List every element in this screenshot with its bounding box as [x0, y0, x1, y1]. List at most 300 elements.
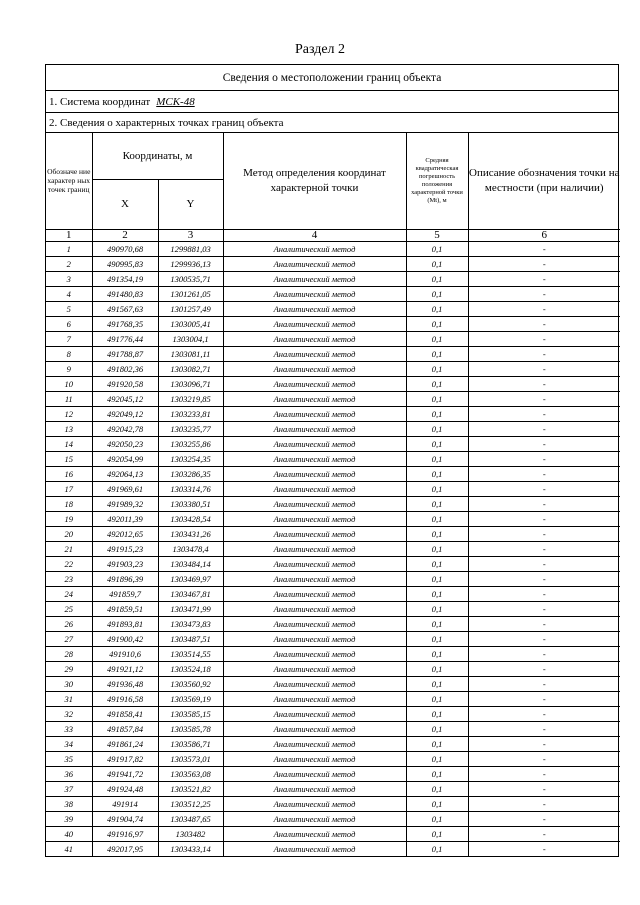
x-cell: 491896,39: [92, 571, 158, 586]
x-cell: 491921,12: [92, 661, 158, 676]
header-y: Y: [158, 179, 223, 229]
description-cell: -: [468, 796, 620, 811]
method-cell: Аналитический метод: [223, 796, 406, 811]
table-row: [46, 631, 620, 646]
mt-cell: 0,1: [406, 841, 468, 856]
method-cell: Аналитический метод: [223, 241, 406, 256]
description-cell: -: [468, 586, 620, 601]
x-cell: 491904,74: [92, 811, 158, 826]
method-cell: Аналитический метод: [223, 301, 406, 316]
description-cell: -: [468, 466, 620, 481]
y-cell: 1303487,51: [158, 631, 223, 646]
point-number-cell: 14: [46, 436, 92, 451]
points-table: [46, 133, 620, 856]
description-cell: -: [468, 736, 620, 751]
method-cell: Аналитический метод: [223, 421, 406, 436]
description-cell: -: [468, 331, 620, 346]
method-cell: Аналитический метод: [223, 601, 406, 616]
description-cell: -: [468, 601, 620, 616]
point-number-cell: 5: [46, 301, 92, 316]
mt-cell: 0,1: [406, 601, 468, 616]
point-number-cell: 24: [46, 586, 92, 601]
mt-cell: 0,1: [406, 751, 468, 766]
description-cell: -: [468, 751, 620, 766]
x-cell: 491859,7: [92, 586, 158, 601]
x-cell: 491861,24: [92, 736, 158, 751]
description-cell: -: [468, 451, 620, 466]
description-cell: -: [468, 841, 620, 856]
coord-system-label: 1. Система координат: [49, 96, 151, 108]
point-number-cell: 18: [46, 496, 92, 511]
table-row: [46, 466, 620, 481]
table-row: [46, 676, 620, 691]
x-cell: 491910,6: [92, 646, 158, 661]
y-cell: 1303521,82: [158, 781, 223, 796]
table-row: [46, 436, 620, 451]
table-row: [46, 751, 620, 766]
method-cell: Аналитический метод: [223, 361, 406, 376]
table-row: [46, 616, 620, 631]
x-cell: 492045,12: [92, 391, 158, 406]
description-cell: -: [468, 706, 620, 721]
header-x: X: [92, 179, 158, 229]
method-cell: Аналитический метод: [223, 676, 406, 691]
method-cell: Аналитический метод: [223, 826, 406, 841]
mt-cell: 0,1: [406, 796, 468, 811]
y-cell: 1303560,92: [158, 676, 223, 691]
table-row: [46, 376, 620, 391]
method-cell: Аналитический метод: [223, 256, 406, 271]
y-cell: 1303081,11: [158, 346, 223, 361]
y-cell: 1303004,1: [158, 331, 223, 346]
table-row: [46, 511, 620, 526]
mt-cell: 0,1: [406, 691, 468, 706]
method-cell: Аналитический метод: [223, 841, 406, 856]
mt-cell: 0,1: [406, 586, 468, 601]
point-number-cell: 30: [46, 676, 92, 691]
coord-system-row: [46, 91, 618, 113]
description-cell: -: [468, 256, 620, 271]
y-cell: 1299936,13: [158, 256, 223, 271]
x-cell: 491916,58: [92, 691, 158, 706]
description-cell: -: [468, 421, 620, 436]
table-row: [46, 781, 620, 796]
mt-cell: 0,1: [406, 826, 468, 841]
mt-cell: 0,1: [406, 676, 468, 691]
x-cell: 491788,87: [92, 346, 158, 361]
table-row: [46, 301, 620, 316]
table-row: [46, 646, 620, 661]
mt-cell: 0,1: [406, 376, 468, 391]
table-row: [46, 361, 620, 376]
table-row: [46, 256, 620, 271]
point-number-cell: 6: [46, 316, 92, 331]
method-cell: Аналитический метод: [223, 346, 406, 361]
y-cell: 1303573,01: [158, 751, 223, 766]
y-cell: 1303482: [158, 826, 223, 841]
description-cell: -: [468, 541, 620, 556]
description-cell: -: [468, 781, 620, 796]
mt-cell: 0,1: [406, 706, 468, 721]
column-number-row: [46, 229, 620, 241]
header-designation: Обозначе ние характер ных точек границ: [46, 133, 92, 229]
table-row: [46, 271, 620, 286]
mt-cell: 0,1: [406, 451, 468, 466]
x-cell: 491989,32: [92, 496, 158, 511]
method-cell: Аналитический метод: [223, 496, 406, 511]
x-cell: 490970,68: [92, 241, 158, 256]
x-cell: 491900,42: [92, 631, 158, 646]
mt-cell: 0,1: [406, 526, 468, 541]
table-row: [46, 331, 620, 346]
column-number: 2: [92, 229, 158, 241]
table-row: [46, 721, 620, 736]
method-cell: Аналитический метод: [223, 661, 406, 676]
method-cell: Аналитический метод: [223, 451, 406, 466]
mt-cell: 0,1: [406, 361, 468, 376]
mt-cell: 0,1: [406, 346, 468, 361]
description-cell: -: [468, 436, 620, 451]
description-cell: -: [468, 346, 620, 361]
point-number-cell: 25: [46, 601, 92, 616]
point-number-cell: 36: [46, 766, 92, 781]
y-cell: 1303563,08: [158, 766, 223, 781]
point-number-cell: 27: [46, 631, 92, 646]
x-cell: 491969,61: [92, 481, 158, 496]
table-row: [46, 766, 620, 781]
x-cell: 491776,44: [92, 331, 158, 346]
y-cell: 1303514,55: [158, 646, 223, 661]
y-cell: 1299881,03: [158, 241, 223, 256]
y-cell: 1303096,71: [158, 376, 223, 391]
header-method: Метод определения координат характерной точки: [223, 133, 406, 229]
point-number-cell: 28: [46, 646, 92, 661]
mt-cell: 0,1: [406, 466, 468, 481]
x-cell: 491354,19: [92, 271, 158, 286]
points-section-title: 2. Сведения о характерных точках границ объекта: [46, 113, 618, 133]
x-cell: 491915,23: [92, 541, 158, 556]
coord-system-value: МСК-48: [156, 96, 195, 108]
point-number-cell: 19: [46, 511, 92, 526]
method-cell: Аналитический метод: [223, 781, 406, 796]
x-cell: 491920,58: [92, 376, 158, 391]
point-number-cell: 17: [46, 481, 92, 496]
table-row: [46, 451, 620, 466]
table-row: [46, 496, 620, 511]
x-cell: 491917,82: [92, 751, 158, 766]
point-number-cell: 9: [46, 361, 92, 376]
x-cell: 491924,48: [92, 781, 158, 796]
description-cell: -: [468, 361, 620, 376]
point-number-cell: 23: [46, 571, 92, 586]
description-cell: -: [468, 316, 620, 331]
mt-cell: 0,1: [406, 256, 468, 271]
boundaries-form: [45, 64, 619, 857]
mt-cell: 0,1: [406, 511, 468, 526]
method-cell: Аналитический метод: [223, 286, 406, 301]
table-row: [46, 661, 620, 676]
description-cell: -: [468, 496, 620, 511]
description-cell: -: [468, 511, 620, 526]
mt-cell: 0,1: [406, 301, 468, 316]
point-number-cell: 34: [46, 736, 92, 751]
point-number-cell: 11: [46, 391, 92, 406]
description-cell: -: [468, 556, 620, 571]
description-cell: -: [468, 241, 620, 256]
point-number-cell: 4: [46, 286, 92, 301]
x-cell: 492042,78: [92, 421, 158, 436]
point-number-cell: 40: [46, 826, 92, 841]
x-cell: 491914: [92, 796, 158, 811]
y-cell: 1301261,05: [158, 286, 223, 301]
x-cell: 492011,39: [92, 511, 158, 526]
method-cell: Аналитический метод: [223, 616, 406, 631]
x-cell: 491768,35: [92, 316, 158, 331]
method-cell: Аналитический метод: [223, 691, 406, 706]
x-cell: 491936,48: [92, 676, 158, 691]
description-cell: -: [468, 526, 620, 541]
table-row: [46, 481, 620, 496]
y-cell: 1303478,4: [158, 541, 223, 556]
section-title: Раздел 2: [294, 42, 346, 57]
method-cell: Аналитический метод: [223, 316, 406, 331]
y-cell: 1303286,35: [158, 466, 223, 481]
method-cell: Аналитический метод: [223, 481, 406, 496]
y-cell: 1303428,54: [158, 511, 223, 526]
mt-cell: 0,1: [406, 271, 468, 286]
mt-cell: 0,1: [406, 406, 468, 421]
column-number: 4: [223, 229, 406, 241]
y-cell: 1303433,14: [158, 841, 223, 856]
mt-cell: 0,1: [406, 616, 468, 631]
point-number-cell: 39: [46, 811, 92, 826]
y-cell: 1303467,81: [158, 586, 223, 601]
description-cell: -: [468, 661, 620, 676]
x-cell: 491857,84: [92, 721, 158, 736]
mt-cell: 0,1: [406, 571, 468, 586]
table-row: [46, 841, 620, 856]
method-cell: Аналитический метод: [223, 721, 406, 736]
description-cell: -: [468, 646, 620, 661]
y-cell: 1303380,51: [158, 496, 223, 511]
method-cell: Аналитический метод: [223, 631, 406, 646]
method-cell: Аналитический метод: [223, 271, 406, 286]
table-row: [46, 586, 620, 601]
mt-cell: 0,1: [406, 421, 468, 436]
point-number-cell: 37: [46, 781, 92, 796]
description-cell: -: [468, 616, 620, 631]
column-number: 6: [468, 229, 620, 241]
point-number-cell: 29: [46, 661, 92, 676]
description-cell: -: [468, 376, 620, 391]
point-number-cell: 33: [46, 721, 92, 736]
mt-cell: 0,1: [406, 736, 468, 751]
method-cell: Аналитический метод: [223, 586, 406, 601]
x-cell: 491567,63: [92, 301, 158, 316]
description-cell: -: [468, 676, 620, 691]
mt-cell: 0,1: [406, 646, 468, 661]
mt-cell: 0,1: [406, 391, 468, 406]
mt-cell: 0,1: [406, 331, 468, 346]
y-cell: 1303473,83: [158, 616, 223, 631]
description-cell: -: [468, 271, 620, 286]
form-heading: Сведения о местоположении границ объекта: [46, 65, 618, 91]
method-cell: Аналитический метод: [223, 766, 406, 781]
x-cell: 492049,12: [92, 406, 158, 421]
table-row: [46, 391, 620, 406]
table-row: [46, 541, 620, 556]
point-number-cell: 13: [46, 421, 92, 436]
table-row: [46, 571, 620, 586]
y-cell: 1303484,14: [158, 556, 223, 571]
point-number-cell: 7: [46, 331, 92, 346]
point-number-cell: 2: [46, 256, 92, 271]
table-row: [46, 556, 620, 571]
y-cell: 1303585,15: [158, 706, 223, 721]
header-description: Описание обозначения точки на местности (при наличии): [468, 133, 620, 229]
point-number-cell: 12: [46, 406, 92, 421]
description-cell: -: [468, 766, 620, 781]
description-cell: -: [468, 811, 620, 826]
column-number: 5: [406, 229, 468, 241]
method-cell: Аналитический метод: [223, 511, 406, 526]
point-number-cell: 16: [46, 466, 92, 481]
mt-cell: 0,1: [406, 316, 468, 331]
x-cell: 491802,36: [92, 361, 158, 376]
method-cell: Аналитический метод: [223, 406, 406, 421]
column-number: 3: [158, 229, 223, 241]
x-cell: 491859,51: [92, 601, 158, 616]
header-coordinates: Координаты, м: [92, 133, 223, 179]
x-cell: 492012,65: [92, 526, 158, 541]
method-cell: Аналитический метод: [223, 556, 406, 571]
mt-cell: 0,1: [406, 286, 468, 301]
method-cell: Аналитический метод: [223, 331, 406, 346]
x-cell: 492064,13: [92, 466, 158, 481]
y-cell: 1303471,99: [158, 601, 223, 616]
mt-cell: 0,1: [406, 661, 468, 676]
y-cell: 1303005,41: [158, 316, 223, 331]
header-mt: Средняя квадратическая погрешность положения характерной точки (Мt), м: [406, 133, 468, 229]
mt-cell: 0,1: [406, 241, 468, 256]
y-cell: 1303431,26: [158, 526, 223, 541]
mt-cell: 0,1: [406, 781, 468, 796]
table-row: [46, 826, 620, 841]
y-cell: 1303219,85: [158, 391, 223, 406]
y-cell: 1303233,81: [158, 406, 223, 421]
description-cell: -: [468, 571, 620, 586]
point-number-cell: 22: [46, 556, 92, 571]
method-cell: Аналитический метод: [223, 571, 406, 586]
table-row: [46, 421, 620, 436]
description-cell: -: [468, 391, 620, 406]
point-number-cell: 32: [46, 706, 92, 721]
table-row: [46, 526, 620, 541]
method-cell: Аналитический метод: [223, 706, 406, 721]
table-row: [46, 811, 620, 826]
y-cell: 1303235,77: [158, 421, 223, 436]
description-cell: -: [468, 301, 620, 316]
method-cell: Аналитический метод: [223, 466, 406, 481]
x-cell: 492054,99: [92, 451, 158, 466]
description-cell: -: [468, 826, 620, 841]
method-cell: Аналитический метод: [223, 526, 406, 541]
x-cell: 491941,72: [92, 766, 158, 781]
mt-cell: 0,1: [406, 436, 468, 451]
table-row: [46, 691, 620, 706]
y-cell: 1303586,71: [158, 736, 223, 751]
x-cell: 491858,41: [92, 706, 158, 721]
table-row: [46, 241, 620, 256]
y-cell: 1303255,86: [158, 436, 223, 451]
points-table-body: [46, 241, 620, 856]
point-number-cell: 3: [46, 271, 92, 286]
table-row: [46, 706, 620, 721]
mt-cell: 0,1: [406, 766, 468, 781]
y-cell: 1303082,71: [158, 361, 223, 376]
table-row: [46, 406, 620, 421]
method-cell: Аналитический метод: [223, 541, 406, 556]
y-cell: 1303524,18: [158, 661, 223, 676]
y-cell: 1303469,97: [158, 571, 223, 586]
mt-cell: 0,1: [406, 541, 468, 556]
table-row: [46, 346, 620, 361]
point-number-cell: 35: [46, 751, 92, 766]
x-cell: 492017,95: [92, 841, 158, 856]
method-cell: Аналитический метод: [223, 736, 406, 751]
table-row: [46, 316, 620, 331]
x-cell: 491916,97: [92, 826, 158, 841]
point-number-cell: 1: [46, 241, 92, 256]
y-cell: 1303314,76: [158, 481, 223, 496]
y-cell: 1303487,65: [158, 811, 223, 826]
table-row: [46, 601, 620, 616]
mt-cell: 0,1: [406, 481, 468, 496]
table-row: [46, 796, 620, 811]
point-number-cell: 10: [46, 376, 92, 391]
point-number-cell: 15: [46, 451, 92, 466]
description-cell: -: [468, 481, 620, 496]
x-cell: 492050,23: [92, 436, 158, 451]
description-cell: -: [468, 631, 620, 646]
description-cell: -: [468, 406, 620, 421]
point-number-cell: 38: [46, 796, 92, 811]
method-cell: Аналитический метод: [223, 646, 406, 661]
point-number-cell: 20: [46, 526, 92, 541]
description-cell: -: [468, 286, 620, 301]
mt-cell: 0,1: [406, 811, 468, 826]
method-cell: Аналитический метод: [223, 376, 406, 391]
mt-cell: 0,1: [406, 721, 468, 736]
y-cell: 1301257,49: [158, 301, 223, 316]
x-cell: 491480,83: [92, 286, 158, 301]
table-row: [46, 286, 620, 301]
y-cell: 1303254,35: [158, 451, 223, 466]
method-cell: Аналитический метод: [223, 436, 406, 451]
method-cell: Аналитический метод: [223, 811, 406, 826]
description-cell: -: [468, 691, 620, 706]
column-number: 1: [46, 229, 92, 241]
point-number-cell: 41: [46, 841, 92, 856]
x-cell: 491893,81: [92, 616, 158, 631]
point-number-cell: 8: [46, 346, 92, 361]
method-cell: Аналитический метод: [223, 391, 406, 406]
y-cell: 1300535,71: [158, 271, 223, 286]
point-number-cell: 31: [46, 691, 92, 706]
point-number-cell: 26: [46, 616, 92, 631]
point-number-cell: 21: [46, 541, 92, 556]
table-row: [46, 736, 620, 751]
